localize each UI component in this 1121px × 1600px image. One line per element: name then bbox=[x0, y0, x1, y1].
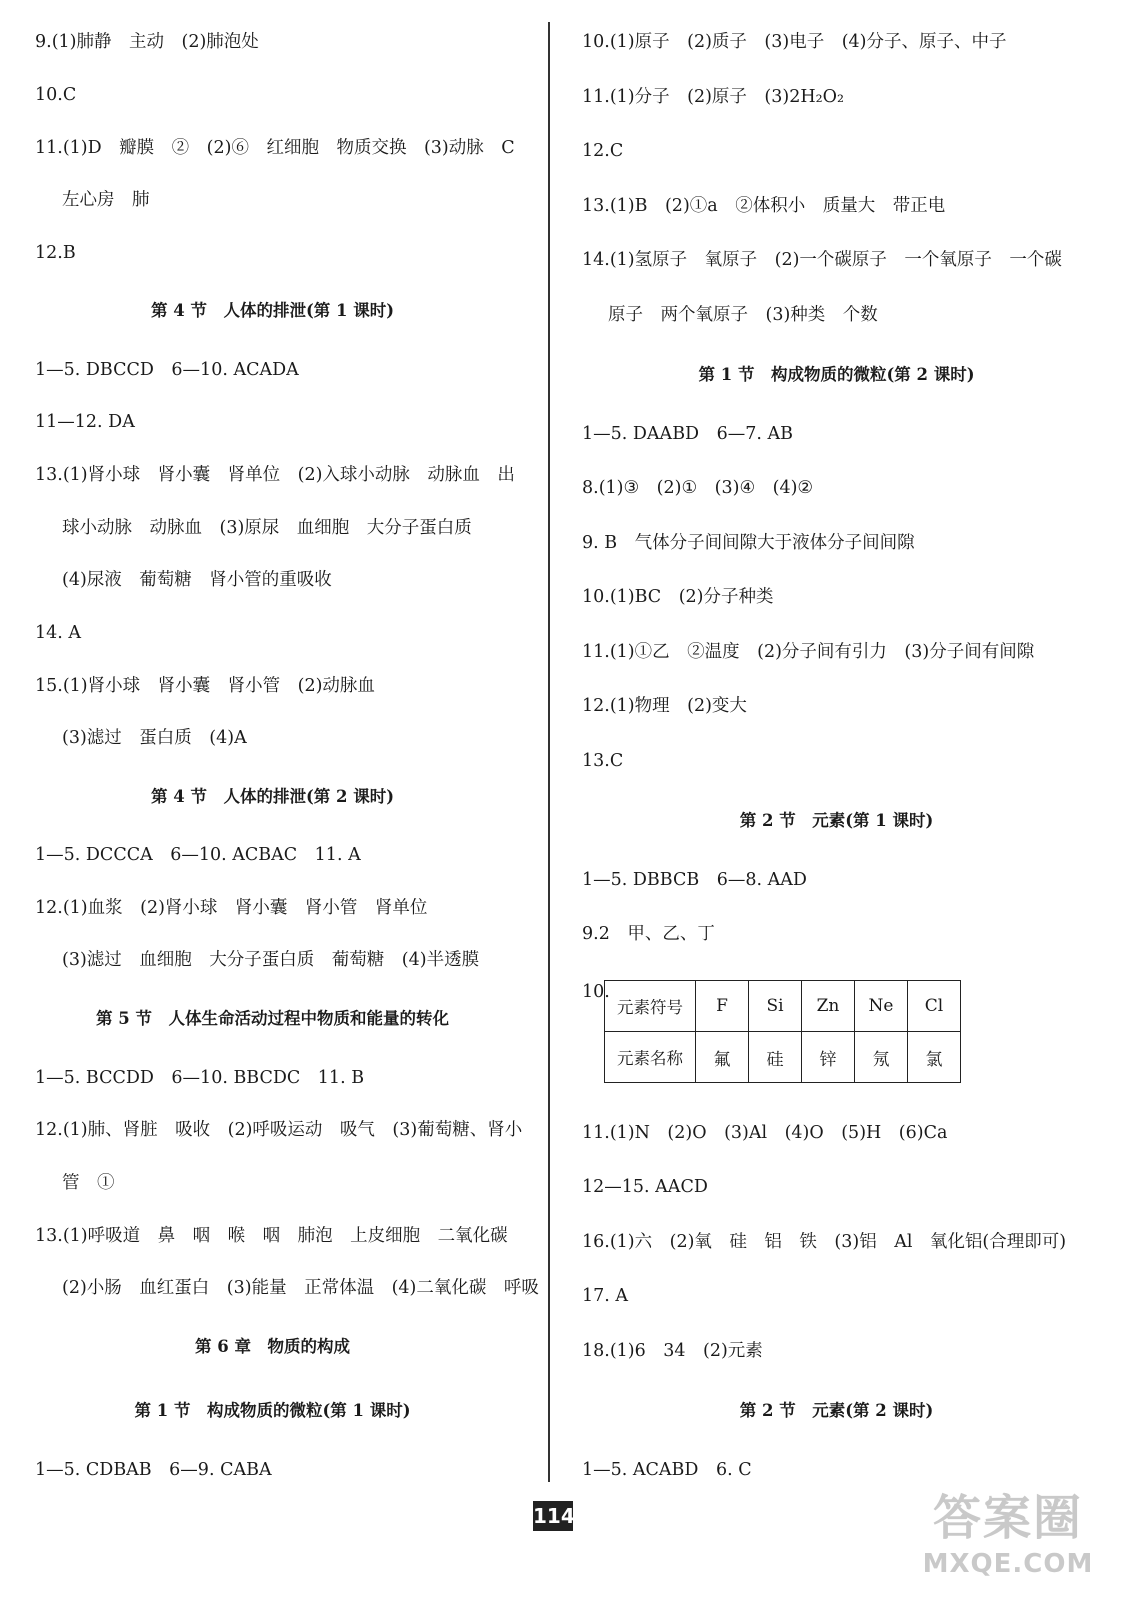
section-heading: 第 5 节 人体生命活动过程中物质和能量的转化 bbox=[96, 1009, 449, 1028]
answer-line: 12—15. AACD bbox=[582, 1177, 708, 1197]
answer-line: (2)小肠 血红蛋白 (3)能量 正常体温 (4)二氧化碳 呼吸 bbox=[62, 1278, 539, 1298]
answer-line: 14. A bbox=[35, 623, 82, 643]
answer-line: 17. A bbox=[582, 1286, 629, 1306]
answer-line: 管 ① bbox=[62, 1173, 115, 1193]
answer-line: 1—5. CDBAB 6—9. CABA bbox=[35, 1460, 272, 1480]
table-cell: Ne bbox=[855, 981, 908, 1032]
table-cell: 氟 bbox=[696, 1032, 749, 1083]
table-cell: 硅 bbox=[749, 1032, 802, 1083]
table-header-symbol: 元素符号 bbox=[605, 981, 696, 1032]
table-header-name: 元素名称 bbox=[605, 1032, 696, 1083]
table-cell: Zn bbox=[802, 981, 855, 1032]
answer-line: 12.(1)物理 (2)变大 bbox=[582, 696, 747, 716]
answer-line: 9.(1)肺静 主动 (2)肺泡处 bbox=[35, 32, 259, 52]
answer-line: 13.(1)肾小球 肾小囊 肾单位 (2)入球小动脉 动脉血 出 bbox=[35, 465, 515, 485]
answer-line: 11.(1)①乙 ②温度 (2)分子间有引力 (3)分子间有间隙 bbox=[582, 642, 1035, 662]
answer-line: 18.(1)6 34 (2)元素 bbox=[582, 1341, 763, 1361]
answer-line: 9. B 气体分子间间隙大于液体分子间间隙 bbox=[582, 533, 915, 553]
table-cell: F bbox=[696, 981, 749, 1032]
watermark bbox=[912, 1488, 1104, 1592]
answer-line: (4)尿液 葡萄糖 肾小管的重吸收 bbox=[62, 570, 332, 590]
answer-line: 10.C bbox=[35, 85, 77, 105]
table-cell: 氖 bbox=[855, 1032, 908, 1083]
table-cell: Si bbox=[749, 981, 802, 1032]
answer-line: 球小动脉 动脉血 (3)原尿 血细胞 大分子蛋白质 bbox=[62, 518, 472, 538]
watermark-logo: 答案圈 bbox=[932, 1490, 1083, 1546]
answer-line: 12.C bbox=[582, 141, 624, 161]
answer-line: 10.(1)BC (2)分子种类 bbox=[582, 587, 774, 607]
answer-line: 13.C bbox=[582, 751, 624, 771]
answer-line: 9.2 甲、乙、丁 bbox=[582, 924, 715, 944]
table-cell: 氯 bbox=[908, 1032, 961, 1083]
section-heading: 第 1 节 构成物质的微粒(第 1 课时) bbox=[134, 1401, 411, 1420]
column-divider bbox=[548, 22, 550, 1482]
section-heading: 第 1 节 构成物质的微粒(第 2 课时) bbox=[698, 365, 975, 384]
table-row bbox=[605, 981, 961, 1032]
answer-line: (3)滤过 血细胞 大分子蛋白质 葡萄糖 (4)半透膜 bbox=[62, 950, 480, 970]
answer-line: 11.(1)D 瓣膜 ② (2)⑥ 红细胞 物质交换 (3)动脉 C bbox=[35, 138, 515, 158]
section-heading: 第 4 节 人体的排泄(第 1 课时) bbox=[150, 301, 395, 320]
answer-line: 12.(1)肺、肾脏 吸收 (2)呼吸运动 吸气 (3)葡萄糖、肾小 bbox=[35, 1120, 523, 1140]
answer-line: 12.B bbox=[35, 243, 76, 263]
answer-line: 16.(1)六 (2)氧 硅 铝 铁 (3)铝 Al 氧化铝(合理即可) bbox=[582, 1232, 1067, 1252]
table-cell: 锌 bbox=[802, 1032, 855, 1083]
answer-line: 12.(1)血浆 (2)肾小球 肾小囊 肾小管 肾单位 bbox=[35, 898, 428, 918]
answer-line: 1—5. DBBCB 6—8. AAD bbox=[582, 870, 807, 890]
answer-line: 1—5. ACABD 6. C bbox=[582, 1460, 752, 1480]
answer-line: (3)滤过 蛋白质 (4)A bbox=[62, 728, 247, 748]
answer-line: 1—5. DBCCD 6—10. ACADA bbox=[35, 360, 299, 380]
answer-line: 1—5. DAABD 6—7. AB bbox=[582, 424, 793, 444]
section-heading: 第 4 节 人体的排泄(第 2 课时) bbox=[150, 787, 395, 806]
answer-line: 13.(1)B (2)①a ②体积小 质量大 带正电 bbox=[582, 196, 946, 216]
answer-line: 1—5. DCCCA 6—10. ACBAC 11. A bbox=[35, 845, 361, 865]
section-heading: 第 2 节 元素(第 1 课时) bbox=[739, 811, 934, 830]
answer-line: 8.(1)③ (2)① (3)④ (4)② bbox=[582, 478, 814, 498]
answer-line: 13.(1)呼吸道 鼻 咽 喉 咽 肺泡 上皮细胞 二氧化碳 bbox=[35, 1226, 508, 1246]
answer-line: 10. bbox=[582, 982, 610, 1002]
table-cell: Cl bbox=[908, 981, 961, 1032]
answer-line: 左心房 肺 bbox=[62, 190, 150, 210]
table-row bbox=[605, 1032, 961, 1083]
answer-line: 11.(1)分子 (2)原子 (3)2H₂O₂ bbox=[582, 87, 844, 107]
answer-line: 原子 两个氧原子 (3)种类 个数 bbox=[608, 305, 878, 325]
watermark-url: MXQE.COM bbox=[922, 1549, 1094, 1579]
page-number: 114 bbox=[533, 1501, 573, 1531]
answer-line: 10.(1)原子 (2)质子 (3)电子 (4)分子、原子、中子 bbox=[582, 32, 1007, 52]
element-table bbox=[604, 980, 961, 1083]
answer-line: 14.(1)氢原子 氧原子 (2)一个碳原子 一个氧原子 一个碳 bbox=[582, 250, 1062, 270]
section-heading: 第 6 章 物质的构成 bbox=[195, 1337, 350, 1356]
answer-line: 15.(1)肾小球 肾小囊 肾小管 (2)动脉血 bbox=[35, 676, 375, 696]
answer-line: 11—12. DA bbox=[35, 412, 135, 432]
section-heading: 第 2 节 元素(第 2 课时) bbox=[739, 1401, 934, 1420]
answer-line: 1—5. BCCDD 6—10. BBCDC 11. B bbox=[35, 1068, 365, 1088]
answer-line: 11.(1)N (2)O (3)Al (4)O (5)H (6)Ca bbox=[582, 1123, 948, 1143]
